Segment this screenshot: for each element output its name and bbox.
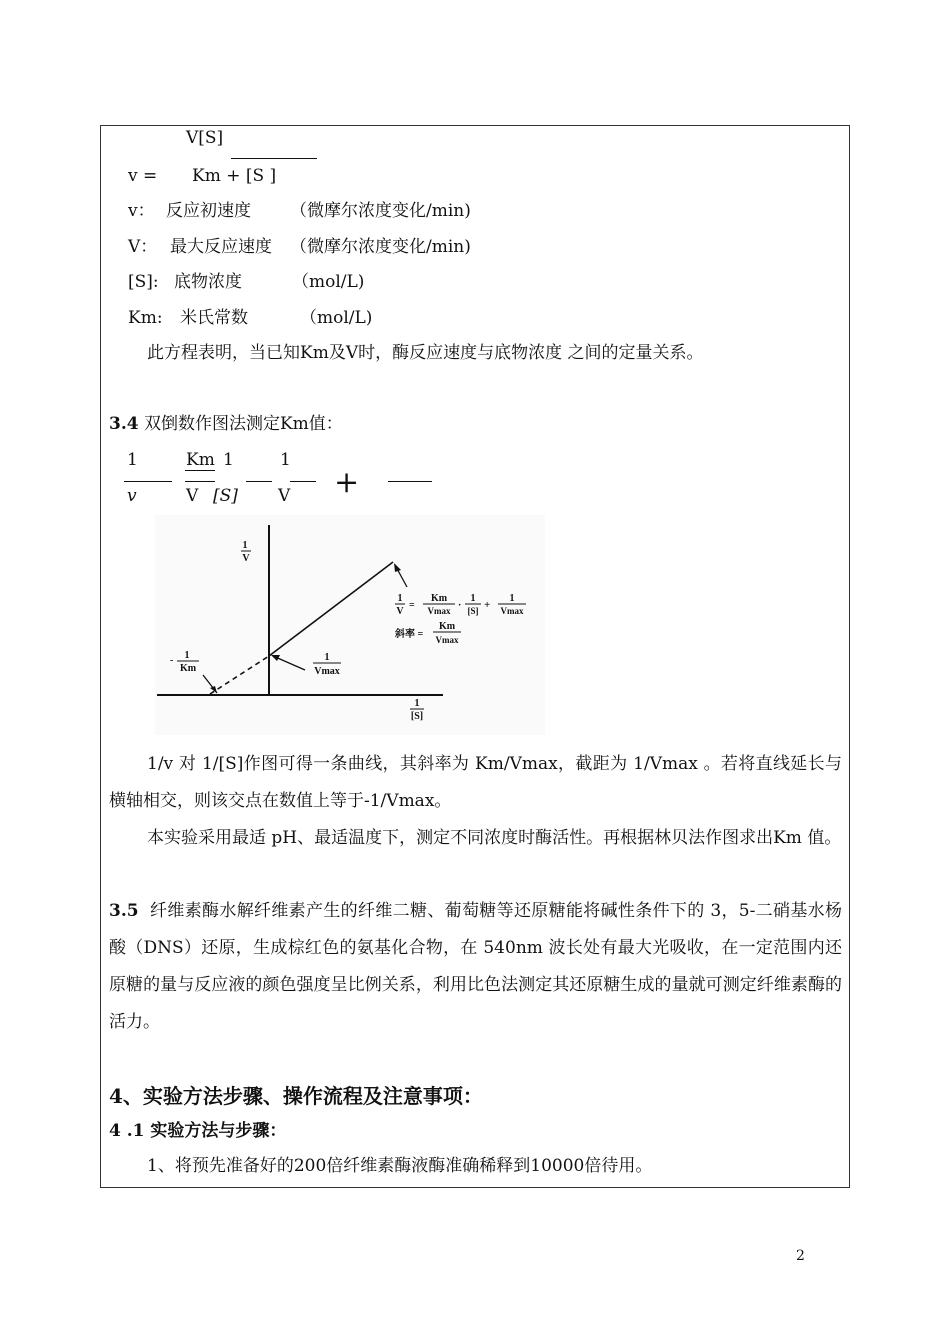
- g-eq-a-num: 1: [397, 593, 403, 604]
- section-4-1-heading: 4 .1 实验方法与步骤：: [109, 1121, 287, 1141]
- g-eq-dot: ·: [458, 600, 462, 611]
- section-3-4-heading: [109, 414, 343, 434]
- def-name: 底物浓度: [174, 272, 242, 292]
- eq-b-bot: V: [186, 486, 199, 506]
- section-4-heading: 4、实验方法步骤、操作流程及注意事项：: [109, 1084, 483, 1108]
- eq-b-top2: 1: [223, 450, 234, 470]
- y-label-den: V: [242, 553, 250, 564]
- g-eq-c-num: 1: [470, 593, 476, 604]
- def-sym: [S]:: [128, 272, 159, 292]
- paragraph-3-5: [109, 893, 842, 1041]
- paragraph-text: 1/v 对 1/[S]作图可得一条曲线，其斜率为 Km/Vmax，截距为 1/Vmax 。若将直线延长与横轴相交，则该交点在数值上等于-1/Vmax。: [109, 754, 842, 811]
- x-label-den: [S]: [410, 711, 424, 722]
- step-1-text: 1、将预先准备好的200倍纤维素酶液酶准确稀释到10000倍待用。: [147, 1156, 653, 1176]
- eq-c-top: 1: [280, 450, 291, 470]
- def-sym: Km:: [128, 308, 163, 328]
- g-eq-eq: =: [409, 600, 415, 611]
- neg-sign: -: [170, 655, 174, 666]
- g-eq-d-num: 1: [509, 593, 515, 604]
- eq-b-bot2: [S]: [213, 486, 238, 506]
- section-number: 3.5: [109, 901, 139, 921]
- mm-summary: 此方程表明，当已知Km及V时，酶反应速度与底物浓度 之间的定量关系。: [147, 343, 704, 363]
- eq-bar: [388, 481, 432, 482]
- def-unit: （微摩尔浓度变化/min): [290, 201, 471, 221]
- def-unit: （微摩尔浓度变化/min): [290, 237, 471, 257]
- eq-bar: [290, 481, 316, 482]
- def-unit: （mol/L): [300, 308, 373, 328]
- def-sym: v：: [128, 201, 155, 221]
- eq-a-top: 1: [127, 450, 138, 470]
- int-den: Vmax: [314, 666, 340, 677]
- mm-lhs: v =: [128, 166, 158, 186]
- paragraph-text: 纤维素酶水解纤维素产生的纤维二糖、葡萄糖等还原糖能将碱性条件下的 3，5-二硝基水杨酸（DNS）还原，生成棕红色的氨基化合物，在 540nm 波长处有最大光吸收，在一定范围内还原糖的量与反应液的颜色强度呈比例关系，利用比色法测定其还原糖生成的量就可测定纤维素酶的活力。: [109, 901, 842, 1032]
- g-eq-plus: +: [484, 599, 491, 611]
- g-eq-b-num: Km: [430, 593, 448, 604]
- def-sym: V：: [128, 237, 158, 257]
- eq-bar: [185, 481, 215, 482]
- x-label-num: 1: [414, 698, 420, 709]
- page-number: 2: [796, 1248, 805, 1264]
- paragraph-lineweaver-burk: [109, 746, 842, 820]
- slope-den: Vmax: [435, 635, 459, 645]
- paragraph-text: 本实验采用最适 pH、最适温度下，测定不同浓度时酶活性。再根据林贝法作图求出Km 值。: [147, 828, 842, 848]
- def-unit: （mol/L): [292, 272, 365, 292]
- mm-numerator: V[S]: [186, 128, 224, 148]
- paragraph-method: [109, 820, 842, 857]
- graph-background: [155, 515, 545, 735]
- slope-num: Km: [438, 621, 456, 632]
- lineweaver-burk-graph: [155, 515, 545, 735]
- eq-bar: [185, 470, 215, 471]
- mm-fraction-bar: [231, 158, 317, 159]
- y-label-num: 1: [242, 540, 248, 551]
- eq-a-bot: v: [127, 486, 137, 506]
- g-eq-d-den: Vmax: [500, 606, 524, 616]
- eq-c-bot: V: [278, 486, 291, 506]
- g-eq-c-den: [S]: [467, 606, 479, 616]
- neg-num: 1: [184, 650, 190, 661]
- section-title: 双倒数作图法测定Km值：: [143, 414, 343, 434]
- eq-plus: +: [334, 465, 360, 500]
- int-num: 1: [324, 652, 330, 663]
- eq-bar: [246, 481, 272, 482]
- g-eq-a-den: V: [396, 606, 404, 617]
- g-eq-b-den: Vmax: [427, 606, 451, 616]
- neg-den: Km: [179, 663, 197, 674]
- def-name: 米氏常数: [180, 308, 248, 328]
- eq-b-top: Km: [186, 450, 215, 470]
- def-name: 最大反应速度: [170, 237, 272, 257]
- eq-bar: [124, 481, 172, 482]
- slope-label: 斜率 =: [395, 629, 424, 640]
- mm-denominator: Km + [S ]: [192, 166, 277, 186]
- def-name: 反应初速度: [166, 201, 251, 221]
- section-number: 3.4: [109, 414, 139, 434]
